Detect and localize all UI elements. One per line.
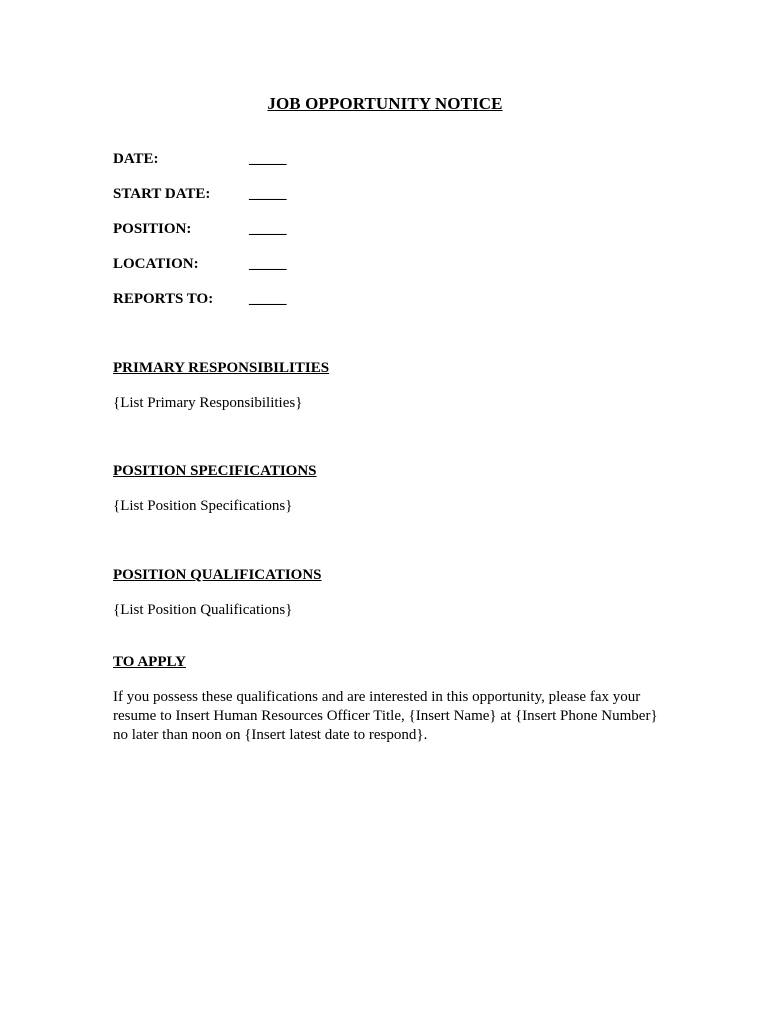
document-title: JOB OPPORTUNITY NOTICE [267, 94, 503, 113]
field-blank: _____ [249, 256, 287, 272]
section-heading-position-qualifications: POSITION QUALIFICATIONS [113, 567, 322, 583]
section-heading-position-specifications: POSITION SPECIFICATIONS [113, 463, 317, 479]
section-heading-primary-responsibilities: PRIMARY RESPONSIBILITIES [113, 360, 330, 376]
section-body-to-apply: If you possess these qualifications and are interested in this opportunity, please fax your resume to Insert Human Resources Officer Title, {Insert Name} at {Insert Phone Number} no later than noon on {Insert latest date to respond}. [113, 689, 658, 743]
field-row-location [113, 256, 287, 276]
field-blank: _____ [249, 221, 287, 237]
field-blank: _____ [249, 151, 287, 167]
field-blank: _____ [249, 186, 287, 202]
section-body-position-specifications: {List Position Specifications} [113, 498, 293, 514]
field-row-date [113, 151, 287, 171]
field-label: START DATE: [113, 186, 211, 202]
field-row-reports-to [113, 291, 287, 311]
section-body-position-qualifications: {List Position Qualifications} [113, 602, 293, 618]
field-label: LOCATION: [113, 256, 199, 272]
field-label: POSITION: [113, 221, 192, 237]
field-blank: _____ [249, 291, 287, 307]
field-label: REPORTS TO: [113, 291, 214, 307]
field-label: DATE: [113, 151, 159, 167]
field-row-start-date [113, 186, 287, 206]
section-heading-to-apply: TO APPLY [113, 654, 186, 670]
section-body-primary-responsibilities: {List Primary Responsibilities} [113, 395, 303, 411]
field-row-position [113, 221, 287, 241]
